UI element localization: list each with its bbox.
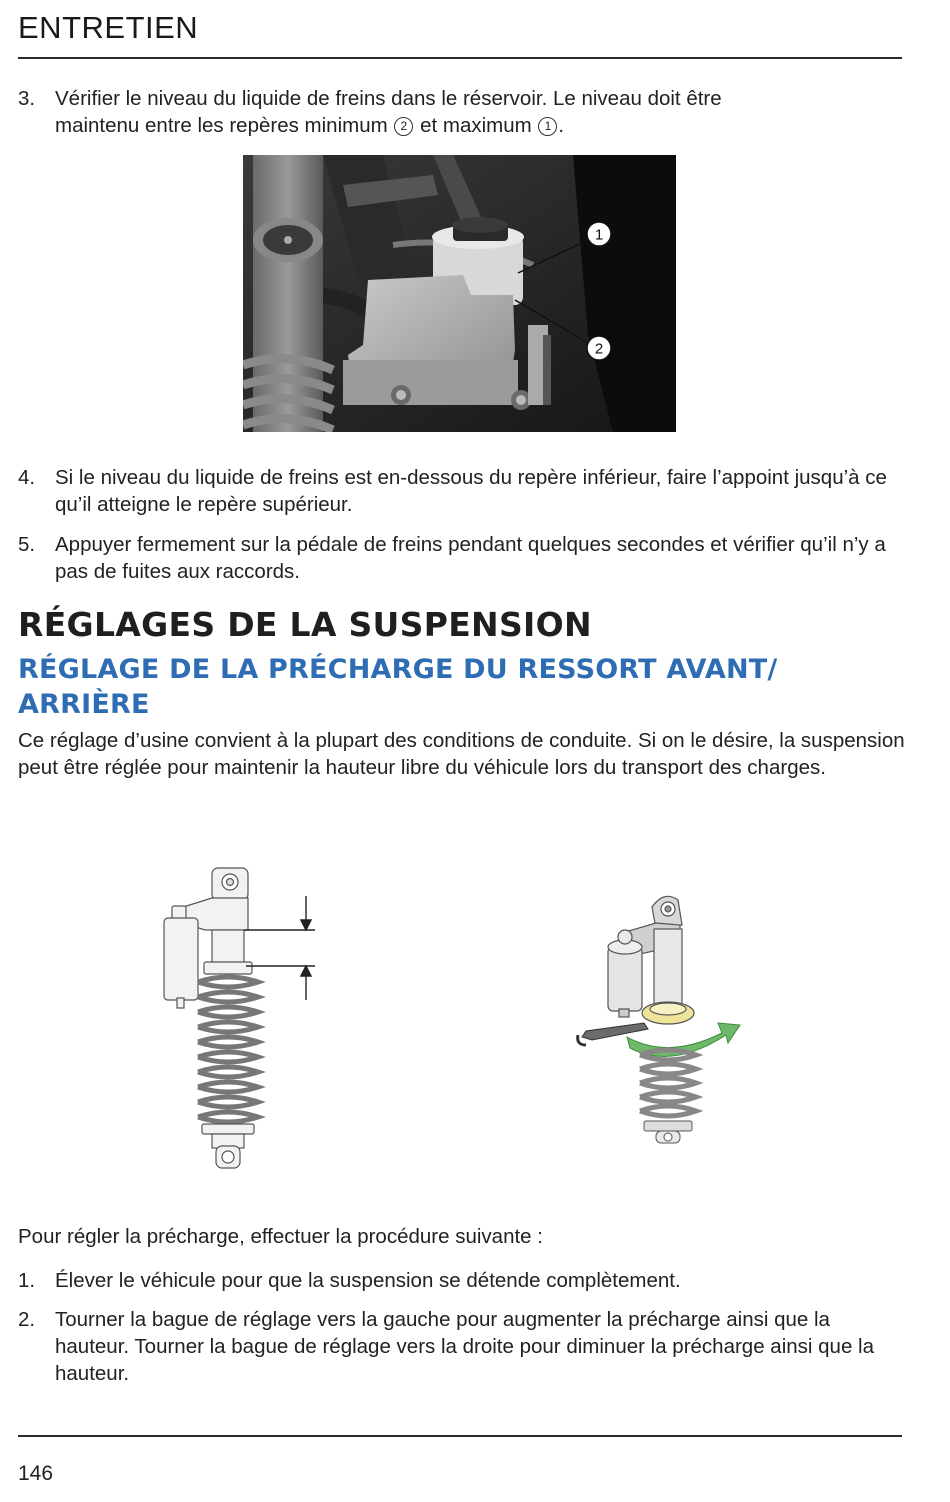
subsection-heading: RÉGLAGE DE LA PRÉCHARGE DU RESSORT AVANT/ ARRIÈRE (18, 654, 778, 720)
page-header-title: ENTRETIEN (18, 10, 199, 45)
step-text-line2-end: . (558, 114, 565, 137)
step-text-line2-start: maintenu entre les repères minimum (55, 114, 394, 137)
max-mark-callout: 1 (538, 117, 557, 136)
step-text: Tourner la bague de réglage vers la gauche pour augmenter la précharge ainsi que la hauteur. Tourner la bague de réglage vers la droite pour diminuer la précharge ainsi que la hauteur. (55, 1308, 875, 1385)
step-text: Si le niveau du liquide de freins est en-dessous du repère inférieur, faire l’appoint jusqu’à ce qu’il atteigne le repère supérieur. (55, 466, 887, 516)
step-number: 1. (18, 1269, 36, 1292)
step-number: 5. (18, 533, 36, 556)
shock-absorber-height-figure (150, 860, 330, 1175)
step-3 (18, 85, 902, 139)
header-rule (18, 57, 902, 59)
photo-callout-1: 1 (594, 226, 604, 244)
min-mark-callout: 2 (394, 117, 413, 136)
step-text-line2-mid: et maximum (414, 114, 538, 137)
photo-callout-2: 2 (594, 340, 604, 358)
step-text: Élever le véhicule pour que la suspension se détende complètement. (55, 1269, 681, 1292)
brake-reservoir-photo (243, 155, 676, 432)
footer-rule (18, 1435, 902, 1437)
step-4 (18, 464, 902, 518)
procedure-lead: Pour régler la précharge, effectuer la procédure suivante : (18, 1225, 543, 1248)
step-number: 2. (18, 1308, 36, 1331)
page-number: 146 (18, 1462, 54, 1485)
step-number: 3. (18, 87, 36, 110)
section-heading: RÉGLAGES DE LA SUSPENSION (18, 605, 592, 644)
step-text: Appuyer fermement sur la pédale de freins pendant quelques secondes et vérifier qu’il n’y a pas de fuites aux raccords. (55, 533, 886, 583)
procedure-step-1 (18, 1267, 902, 1294)
step-text-line1: Vérifier le niveau du liquide de freins dans le réservoir. Le niveau doit être (55, 87, 722, 110)
preload-adjustment-figure (572, 885, 747, 1150)
step-text (55, 85, 902, 139)
step-number: 4. (18, 466, 36, 489)
procedure-step-2 (18, 1306, 902, 1387)
intro-paragraph: Ce réglage d’usine convient à la plupart des conditions de conduite. Si on le désire, la suspension peut être réglée pour maintenir la hauteur libre du véhicule lors du transport des charges. (18, 729, 905, 779)
step-5 (18, 531, 902, 585)
